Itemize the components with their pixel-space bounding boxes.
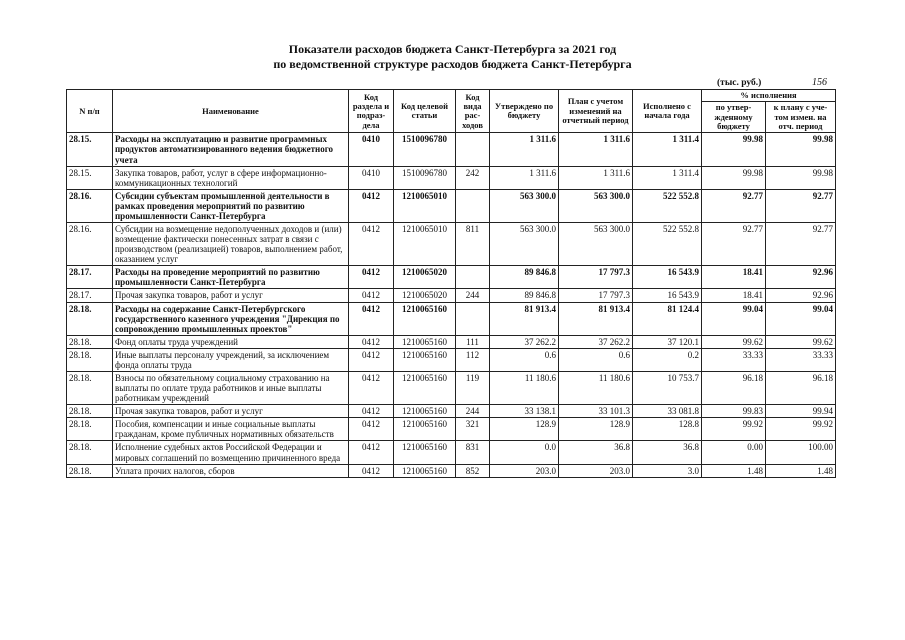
- cell-pct-approved: 18.41: [702, 266, 766, 289]
- cell-article: 1210065160: [394, 348, 456, 371]
- cell-num: 28.18.: [67, 348, 113, 371]
- cell-pct-plan: 99.94: [766, 405, 836, 418]
- col-header-pct-plan: к плану с уче-том измен. на отч. период: [766, 102, 836, 133]
- cell-type: [456, 302, 490, 335]
- table-body: [67, 133, 836, 477]
- report-title: Показатели расходов бюджета Санкт-Петербурга за 2021 год: [288, 42, 617, 56]
- cell-section: 0412: [349, 289, 394, 302]
- cell-section: 0412: [349, 405, 394, 418]
- cell-type: 111: [456, 335, 490, 348]
- cell-num: 28.17.: [67, 289, 113, 302]
- cell-type: 112: [456, 348, 490, 371]
- cell-name: Субсидии субъектам промышленной деятельности в рамках проведения мероприятий по развитию промышленности Санкт-Петербурга: [113, 189, 349, 222]
- cell-approved: 89 846.8: [490, 266, 559, 289]
- cell-section: 0412: [349, 189, 394, 222]
- col-header-num: N п/п: [67, 90, 113, 133]
- cell-plan: 203.0: [559, 464, 633, 477]
- cell-approved: 89 846.8: [490, 289, 559, 302]
- cell-plan: 37 262.2: [559, 335, 633, 348]
- cell-pct-plan: 33.33: [766, 348, 836, 371]
- table-row: [67, 223, 836, 266]
- cell-num: 28.17.: [67, 266, 113, 289]
- budget-table: [66, 89, 836, 478]
- cell-plan: 563 300.0: [559, 189, 633, 222]
- table-row: [67, 133, 836, 166]
- cell-pct-plan: 96.18: [766, 372, 836, 405]
- cell-plan: 11 180.6: [559, 372, 633, 405]
- cell-done: 10 753.7: [633, 372, 702, 405]
- cell-approved: 563 300.0: [490, 223, 559, 266]
- cell-article: 1210065160: [394, 464, 456, 477]
- cell-approved: 0.0: [490, 441, 559, 464]
- cell-num: 28.15.: [67, 133, 113, 166]
- cell-article: 1510096780: [394, 166, 456, 189]
- cell-done: 128.8: [633, 418, 702, 441]
- cell-section: 0412: [349, 441, 394, 464]
- cell-type: 119: [456, 372, 490, 405]
- cell-approved: 0.6: [490, 348, 559, 371]
- cell-name: Закупка товаров, работ, услуг в сфере информационно-коммуникационных технологий: [113, 166, 349, 189]
- cell-type: 321: [456, 418, 490, 441]
- table-row: [67, 302, 836, 335]
- cell-pct-plan: 92.77: [766, 189, 836, 222]
- cell-article: 1210065010: [394, 223, 456, 266]
- table-row: [67, 166, 836, 189]
- cell-article: 1210065160: [394, 418, 456, 441]
- cell-name: Расходы на содержание Санкт-Петербургского государственного казенного учреждения "Дирекция по сопровождению промышленных проектов": [113, 302, 349, 335]
- cell-section: 0412: [349, 302, 394, 335]
- cell-num: 28.18.: [67, 372, 113, 405]
- cell-pct-approved: 99.04: [702, 302, 766, 335]
- cell-done: 16 543.9: [633, 289, 702, 302]
- table-row: [67, 441, 836, 464]
- table-row: [67, 266, 836, 289]
- cell-name: Уплата прочих налогов, сборов: [113, 464, 349, 477]
- cell-type: [456, 266, 490, 289]
- cell-name: Расходы на проведение мероприятий по развитию промышленности Санкт-Петербурга: [113, 266, 349, 289]
- cell-pct-approved: 99.98: [702, 166, 766, 189]
- cell-plan: 81 913.4: [559, 302, 633, 335]
- cell-approved: 11 180.6: [490, 372, 559, 405]
- cell-plan: 128.9: [559, 418, 633, 441]
- cell-section: 0410: [349, 133, 394, 166]
- cell-approved: 563 300.0: [490, 189, 559, 222]
- cell-num: 28.15.: [67, 166, 113, 189]
- cell-type: 244: [456, 405, 490, 418]
- units-label: (тыс. руб.): [717, 78, 762, 88]
- cell-name: Исполнение судебных актов Российской Федерации и мировых соглашений по возмещению причиненного вреда: [113, 441, 349, 464]
- cell-done: 1 311.4: [633, 133, 702, 166]
- cell-approved: 81 913.4: [490, 302, 559, 335]
- cell-section: 0410: [349, 166, 394, 189]
- cell-done: 33 081.8: [633, 405, 702, 418]
- cell-plan: 36.8: [559, 441, 633, 464]
- cell-article: 1210065160: [394, 372, 456, 405]
- col-header-plan: План с учетом изменений на отчетный период: [559, 90, 633, 133]
- cell-done: 0.2: [633, 348, 702, 371]
- cell-pct-approved: 99.83: [702, 405, 766, 418]
- cell-pct-plan: 99.62: [766, 335, 836, 348]
- cell-approved: 37 262.2: [490, 335, 559, 348]
- cell-article: 1210065020: [394, 266, 456, 289]
- table-row: [67, 464, 836, 477]
- cell-done: 16 543.9: [633, 266, 702, 289]
- cell-pct-plan: 100.00: [766, 441, 836, 464]
- cell-plan: 1 311.6: [559, 166, 633, 189]
- cell-section: 0412: [349, 348, 394, 371]
- cell-type: [456, 133, 490, 166]
- cell-pct-plan: 92.96: [766, 289, 836, 302]
- cell-pct-approved: 18.41: [702, 289, 766, 302]
- col-header-section: Код раздела и подраз-дела: [349, 90, 394, 133]
- cell-pct-approved: 33.33: [702, 348, 766, 371]
- cell-pct-plan: 92.77: [766, 223, 836, 266]
- cell-article: 1210065160: [394, 335, 456, 348]
- cell-pct-plan: 99.98: [766, 166, 836, 189]
- cell-plan: 1 311.6: [559, 133, 633, 166]
- cell-plan: 33 101.3: [559, 405, 633, 418]
- cell-done: 1 311.4: [633, 166, 702, 189]
- cell-pct-plan: 99.92: [766, 418, 836, 441]
- cell-pct-approved: 99.92: [702, 418, 766, 441]
- cell-pct-approved: 99.98: [702, 133, 766, 166]
- cell-num: 28.16.: [67, 223, 113, 266]
- cell-name: Иные выплаты персоналу учреждений, за исключением фонда оплаты труда: [113, 348, 349, 371]
- col-header-pct-group: % исполнения: [702, 90, 836, 102]
- cell-plan: 563 300.0: [559, 223, 633, 266]
- cell-name: Прочая закупка товаров, работ и услуг: [113, 405, 349, 418]
- cell-article: 1210065010: [394, 189, 456, 222]
- table-row: [67, 348, 836, 371]
- cell-pct-approved: 0.00: [702, 441, 766, 464]
- cell-done: 81 124.4: [633, 302, 702, 335]
- col-header-approved: Утверждено по бюджету: [490, 90, 559, 133]
- cell-approved: 33 138.1: [490, 405, 559, 418]
- header-row: [67, 90, 836, 102]
- cell-name: Субсидии на возмещение недополученных доходов и (или) возмещение фактически понесенных затрат в связи с производством (реализацией) товаров, выполнением работ, оказанием услуг: [113, 223, 349, 266]
- cell-num: 28.18.: [67, 464, 113, 477]
- cell-type: 831: [456, 441, 490, 464]
- cell-name: Взносы по обязательному социальному страхованию на выплаты по оплате труда работников и иные выплаты работникам учреждений: [113, 372, 349, 405]
- cell-done: 522 552.8: [633, 189, 702, 222]
- cell-plan: 17 797.3: [559, 266, 633, 289]
- cell-article: 1510096780: [394, 133, 456, 166]
- col-header-article: Код целевой статьи: [394, 90, 456, 133]
- cell-approved: 203.0: [490, 464, 559, 477]
- cell-pct-approved: 99.62: [702, 335, 766, 348]
- table-row: [67, 189, 836, 222]
- col-header-done: Исполнено с начала года: [633, 90, 702, 133]
- cell-name: Прочая закупка товаров, работ и услуг: [113, 289, 349, 302]
- cell-done: 3.0: [633, 464, 702, 477]
- cell-num: 28.18.: [67, 335, 113, 348]
- col-header-name: Наименование: [113, 90, 349, 133]
- cell-done: 37 120.1: [633, 335, 702, 348]
- cell-section: 0412: [349, 418, 394, 441]
- cell-pct-approved: 92.77: [702, 223, 766, 266]
- cell-pct-plan: 99.98: [766, 133, 836, 166]
- table-row: [67, 405, 836, 418]
- cell-type: 852: [456, 464, 490, 477]
- cell-article: 1210065160: [394, 405, 456, 418]
- cell-pct-plan: 99.04: [766, 302, 836, 335]
- cell-section: 0412: [349, 372, 394, 405]
- cell-done: 36.8: [633, 441, 702, 464]
- cell-approved: 1 311.6: [490, 133, 559, 166]
- cell-pct-plan: 92.96: [766, 266, 836, 289]
- report-subtitle: по ведомственной структуре расходов бюджета Санкт-Петербурга: [273, 57, 632, 71]
- table-row: [67, 335, 836, 348]
- cell-section: 0412: [349, 464, 394, 477]
- cell-num: 28.16.: [67, 189, 113, 222]
- table-row: [67, 418, 836, 441]
- cell-section: 0412: [349, 335, 394, 348]
- cell-pct-plan: 1.48: [766, 464, 836, 477]
- cell-name: Расходы на эксплуатацию и развитие программных продуктов автоматизированного ведения бюджетного учета: [113, 133, 349, 166]
- cell-section: 0412: [349, 223, 394, 266]
- cell-num: 28.18.: [67, 405, 113, 418]
- cell-article: 1210065160: [394, 302, 456, 335]
- cell-num: 28.18.: [67, 302, 113, 335]
- cell-type: 242: [456, 166, 490, 189]
- cell-name: Фонд оплаты труда учреждений: [113, 335, 349, 348]
- cell-num: 28.18.: [67, 441, 113, 464]
- page-number: 156: [812, 77, 827, 88]
- cell-article: 1210065160: [394, 441, 456, 464]
- table-row: [67, 372, 836, 405]
- cell-section: 0412: [349, 266, 394, 289]
- cell-type: 244: [456, 289, 490, 302]
- col-header-type: Код вида рас-ходов: [456, 90, 490, 133]
- cell-pct-approved: 96.18: [702, 372, 766, 405]
- table-row: [67, 289, 836, 302]
- cell-approved: 1 311.6: [490, 166, 559, 189]
- cell-article: 1210065020: [394, 289, 456, 302]
- cell-type: 811: [456, 223, 490, 266]
- cell-num: 28.18.: [67, 418, 113, 441]
- cell-type: [456, 189, 490, 222]
- cell-plan: 0.6: [559, 348, 633, 371]
- cell-pct-approved: 92.77: [702, 189, 766, 222]
- cell-plan: 17 797.3: [559, 289, 633, 302]
- cell-done: 522 552.8: [633, 223, 702, 266]
- cell-pct-approved: 1.48: [702, 464, 766, 477]
- col-header-pct-approved: по утвер-жденному бюджету: [702, 102, 766, 133]
- cell-name: Пособия, компенсации и иные социальные выплаты гражданам, кроме публичных нормативных обязательств: [113, 418, 349, 441]
- cell-approved: 128.9: [490, 418, 559, 441]
